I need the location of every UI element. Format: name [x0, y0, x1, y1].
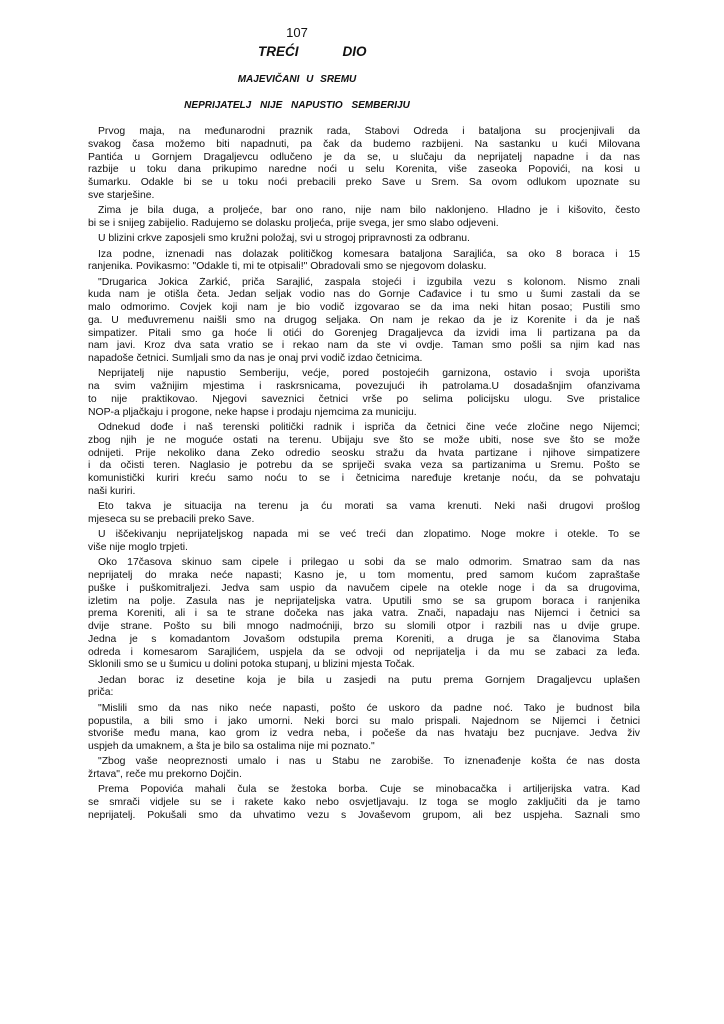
- text-line: Jedan borac iz desetine koja je bila u zasjedi na putu prema Gornjem Dragaljevcu uplašen: [98, 674, 640, 686]
- text-line: ga. U međuvremenu naišli smo na drugog seljaka. On nam je rekao da je iz Korenite i da je naš: [88, 314, 640, 326]
- paragraph: [88, 501, 640, 527]
- part-title: [258, 44, 367, 59]
- text-line: Oko 17časova skinuo sam cipele i prilegao u sobi da se malo odmorim. Smatrao sam da nas: [98, 557, 640, 569]
- text-line: odreda i komesarom Sarajlićem, uspjela da se odvoji od neprijatelja i da mu se zabaci za leđa.: [88, 646, 640, 658]
- text-line: prema Koreniti, ali i sa te strane dočeka nas jaka vatra. Znači, napadaju nas Nijemci i četnici sa: [88, 608, 640, 620]
- text-line: puške i puškomitraljezi. Jedva sam uspio da navučem cipele na otekle noge i da sa drugovima,: [88, 582, 640, 594]
- text-line: napadoše četnici. Sumljali smo da nas je onaj prvi vodič izdao četnicima.: [88, 353, 423, 365]
- text-line: Iza podne, iznenadi nas dolazak političkog komesara bataljona Sarajlića, sa oko 8 boraca i 15: [98, 248, 640, 260]
- text-line: simpatizer. Pitali smo ga hoće li otići do Gorenjeg Dragaljevca da izvidi ima li partizana pa da: [88, 327, 640, 339]
- text-line: kuda nam je otišla četa. Jedan seljak vodio nas do Gornje Čađavice i tu smo u šumi zastali da se: [88, 289, 640, 301]
- text-line: se smrači vidjele su se i rakete kako nebo osvjetljavaju. Iz toga se moglo zaključiti da je tamo: [88, 797, 640, 809]
- paragraph: [88, 205, 640, 231]
- text-line: U iščekivanju neprijateljskog napada mi se već treći dan zlopatimo. Noge mokre i otekle. To se: [98, 529, 640, 541]
- page-number: 107: [286, 25, 308, 40]
- text-line: to nije praktikovao. Njegovi saveznici četnici vrše po selima policijsku ulogu. Sve pristalice: [88, 393, 640, 405]
- text-line: izletim na polje. Zasula nas je neprijateljska vatra. Uputili smo se sa grupom boraca i ranjenika: [88, 595, 640, 607]
- paragraph: [88, 557, 640, 672]
- text-line: Jedna je s komadantom Jovašom odstupila prema Koreniti, a druga je sa članovima Štaba: [88, 633, 640, 645]
- paragraph: [88, 368, 640, 419]
- part-title-word: TREĆI: [258, 44, 299, 59]
- text-line: više nije moglo trpjeti.: [88, 542, 188, 553]
- text-line: Prvog maja, na međunarodni praznik rada, Štabovi Odreda i bataljona su procjenjivali da: [98, 126, 640, 137]
- text-line: zbog njih je ne moguće ostati na terenu. Ubijaju sve što se može ubiti, nose sve što se može: [88, 434, 640, 446]
- text-line: ranjenika. Povikasmo: "Odakle ti, mi te otpisali!" Obradovali smo se njegovom dolasku.: [88, 261, 487, 273]
- paragraph: [88, 756, 640, 782]
- text-line: "Drugarica Jokica Žarkić, priča Sarajlić, zaspala stojeći i izgubila vezu s kolonom. Nismo znali: [98, 276, 640, 288]
- text-line: žrtava", reče mu prekorno Dojčin.: [88, 769, 242, 781]
- text-line: odnijeti. Prije nekoliko dana Zeko odredio seosku stražu da hvata partizane i njihove simpatizere: [88, 447, 640, 459]
- text-line: U blizini crkve zaposjeli smo kružni položaj, svi u strogoj pripravnosti za odbranu.: [98, 233, 470, 245]
- text-line: razbije u toku dana prikupimo naredne noći u selu Korenita, više zaseoka Popovići, na kosi u: [88, 164, 640, 176]
- text-line: Sklonili smo se u šumicu u dolini potoka stupanj, u blizini mjesta Točak.: [88, 659, 415, 671]
- paragraph: [88, 703, 640, 754]
- paragraph: [88, 422, 640, 499]
- text-line: svakog časa možemo biti napadnuti, pa čak da budemo razbijeni. Na sastanku u kući Milovana: [88, 138, 640, 150]
- text-line: dvije strane. Pošto su bili mnogo nadmoćniji, brzo su slomili otpor i razbili nas u dvije grupe.: [88, 621, 640, 633]
- text-line: komunistički kuriri kreću samo noću to se i četnicima naređuje kretanje noću, da se pohvataju: [88, 473, 640, 485]
- paragraph: [88, 529, 640, 555]
- paragraph: [88, 233, 640, 246]
- text-line: na svim važnijim mjestima i raskrsnicama, povezujući ih patrolama.U dosadašnjim ofanzivama: [88, 381, 640, 393]
- text-line: Pantića u Gornjem Dragaljevcu odlučeno je da se, u slučaju da neprijatelj napadne i da nas: [88, 151, 640, 163]
- text-line: neprijatelj do mraka neće napasti; Kasno je, u tom momentu, pred samom kućom zapraštaše: [88, 570, 640, 582]
- text-line: Odnekud dođe i naš terenski politički radnik i ispriča da četnici čine veće zločine nego Nijemci;: [98, 422, 640, 434]
- part-title-word: DIO: [342, 44, 367, 59]
- text-line: NOP-a pljačkaju i progone, neke hapse i prodaju njemcima za municiju.: [88, 406, 417, 418]
- chapter-title: MAJEVIČANI U SREMU: [237, 74, 357, 85]
- text-line: uspjeh da umaknem, a šta je bilo sa ostalima nije mi poznato.": [88, 741, 375, 753]
- text-line: priča:: [88, 687, 114, 699]
- text-line: sve starješine.: [88, 189, 155, 201]
- text-line: i da očisti teren. Naglasio je potrebu da se spriječi svaka veza sa partizanima u Sremu. Pošto se: [88, 460, 640, 472]
- paragraph: [88, 675, 640, 701]
- text-line: Zima je bila duga, a proljeće, bar ono rano, nije nam bilo naklonjeno. Hladno je i kišovito, često: [98, 205, 640, 217]
- text-line: šumarku. Odakle bi se u toku noći prebacili preko Save u Srem. Sa ovom odlukom upoznate su: [88, 177, 640, 188]
- section-title: NEPRIJATELJ NIJE NAPUSTIO SEMBERIJU: [184, 100, 410, 111]
- paragraph: [88, 249, 640, 275]
- text-line: malo odmorimo. Čovjek koji nam je bio vodič izgovarao se da ima neki hitan posao; Pustili smo: [88, 302, 640, 314]
- text-line: "Mislili smo da nas niko neće napasti, pošto će uskoro da padne noć. Tako je budnost bila: [98, 702, 640, 714]
- text-line: stvoriše među mana, kao grom iz vedra neba, i počeše da nas hvataju bez pucnjave. Jedva živ: [88, 728, 640, 740]
- text-line: Eto takva je situacija na terenu ja ću morati sa vama krenuti. Neki naši drugovi prošlog: [98, 501, 640, 513]
- text-line: "Zbog vaše neopreznosti umalo i nas u Štabu ne zarobiše. To iznenađenje košta će nas dosta: [98, 756, 640, 768]
- paragraph: [88, 126, 640, 203]
- text-line: bi se i snijeg zabijelio. Radujemo se dolasku proljeća, prije svega, jer smo slabo odjeveni.: [88, 217, 499, 229]
- text-line: mjeseca su se prebacili preko Save.: [88, 513, 255, 525]
- paragraph: [88, 277, 640, 366]
- body-text: [88, 126, 640, 825]
- paragraph: [88, 784, 640, 822]
- text-line: naši kuriri.: [88, 485, 136, 497]
- text-line: Neprijatelj nije napustio Semberiju, većje, pored postojećih garnizona, ostavio i svoja uporišta: [98, 368, 640, 380]
- text-line: nam javi. Kroz dva sata vratio se i rekao nam da ste vi ovdje. Taman smo pošli sa njim kad nas: [88, 340, 640, 352]
- text-line: Prema Popovića mahali čula se žestoka borba. Čuje se minobacačka i artiljerijska vatra. Kad: [98, 784, 640, 796]
- text-line: popustila, a bili smo i jako umorni. Neki borci su malo prispali. Najednom se Nijemci i četnici: [88, 715, 640, 727]
- text-line: neprijatelj. Pokušali smo da uhvatimo vezu s Jovaševom grupom, ali bez uspjeha. Saznali smo: [88, 809, 640, 821]
